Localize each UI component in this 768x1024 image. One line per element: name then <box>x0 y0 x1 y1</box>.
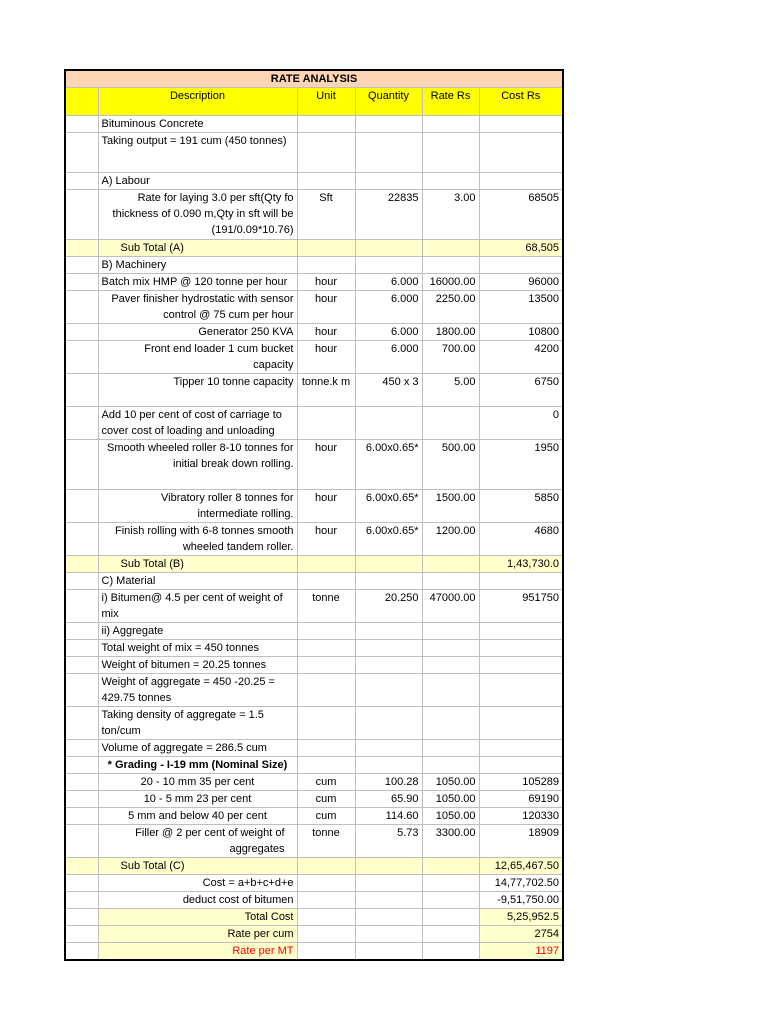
rate-cell <box>422 640 479 657</box>
unit-cell <box>297 926 355 943</box>
table-row <box>65 808 563 825</box>
rate-cell: 500.00 <box>422 440 479 490</box>
description-cell: C) Material <box>98 573 297 590</box>
quantity-cell <box>355 623 422 640</box>
quantity-cell: 5.73 <box>355 825 422 858</box>
description-cell: * Grading - I-19 mm (Nominal Size) <box>98 757 297 774</box>
cost-cell <box>479 707 563 740</box>
rate-analysis-table <box>64 69 564 961</box>
row-blank-cell <box>65 657 98 674</box>
rate-cell: 700.00 <box>422 341 479 374</box>
row-blank-cell <box>65 490 98 523</box>
table-row <box>65 757 563 774</box>
quantity-cell: 100.28 <box>355 774 422 791</box>
quantity-cell: 6.00x0.65* <box>355 523 422 556</box>
description-cell: Filler @ 2 per cent of weight of aggregates <box>98 825 297 858</box>
cost-cell <box>479 674 563 707</box>
row-blank-cell <box>65 523 98 556</box>
unit-cell: hour <box>297 341 355 374</box>
cost-cell: 69190 <box>479 791 563 808</box>
quantity-cell <box>355 674 422 707</box>
cost-cell: 96000 <box>479 274 563 291</box>
row-blank-cell <box>65 875 98 892</box>
description-cell: Sub Total (B) <box>98 556 297 573</box>
description-cell: Rate per cum <box>98 926 297 943</box>
quantity-cell: 114.60 <box>355 808 422 825</box>
row-blank-cell <box>65 640 98 657</box>
cost-cell: 951750 <box>479 590 563 623</box>
rate-cell <box>422 657 479 674</box>
unit-cell <box>297 573 355 590</box>
quantity-cell <box>355 657 422 674</box>
row-blank-cell <box>65 740 98 757</box>
unit-cell: hour <box>297 324 355 341</box>
cost-cell: 68505 <box>479 190 563 240</box>
table-row <box>65 274 563 291</box>
description-cell: Rate per MT <box>98 943 297 961</box>
table-row <box>65 190 563 240</box>
description-cell: 10 - 5 mm 23 per cent <box>98 791 297 808</box>
unit-cell <box>297 240 355 257</box>
row-blank-cell <box>65 808 98 825</box>
unit-cell <box>297 116 355 133</box>
cost-cell <box>479 133 563 173</box>
cost-cell: 14,77,702.50 <box>479 875 563 892</box>
row-blank-cell <box>65 440 98 490</box>
description-cell: 20 - 10 mm 35 per cent <box>98 774 297 791</box>
description-cell: Generator 250 KVA <box>98 324 297 341</box>
cost-cell <box>479 173 563 190</box>
row-blank-cell <box>65 407 98 440</box>
unit-cell <box>297 657 355 674</box>
table-row <box>65 640 563 657</box>
unit-cell <box>297 257 355 274</box>
cost-cell: -9,51,750.00 <box>479 892 563 909</box>
description-cell: Total weight of mix = 450 tonnes <box>98 640 297 657</box>
row-blank-cell <box>65 707 98 740</box>
table-row <box>65 926 563 943</box>
table-row <box>65 257 563 274</box>
rate-cell: 1500.00 <box>422 490 479 523</box>
rate-cell <box>422 740 479 757</box>
quantity-cell <box>355 858 422 875</box>
table-row <box>65 707 563 740</box>
quantity-cell: 6.00x0.65* <box>355 490 422 523</box>
quantity-cell <box>355 556 422 573</box>
row-blank-cell <box>65 324 98 341</box>
description-cell: 5 mm and below 40 per cent <box>98 808 297 825</box>
rate-cell: 3.00 <box>422 190 479 240</box>
cost-cell: 1197 <box>479 943 563 961</box>
quantity-cell <box>355 640 422 657</box>
row-blank-cell <box>65 116 98 133</box>
unit-cell <box>297 623 355 640</box>
quantity-cell <box>355 707 422 740</box>
row-blank-cell <box>65 556 98 573</box>
quantity-cell <box>355 875 422 892</box>
table-row <box>65 674 563 707</box>
unit-cell <box>297 640 355 657</box>
table-row <box>65 440 563 490</box>
unit-cell <box>297 909 355 926</box>
description-cell: Paver finisher hydrostatic with sensor control @ 75 cum per hour <box>98 291 297 324</box>
table-row <box>65 573 563 590</box>
quantity-cell <box>355 943 422 961</box>
description-cell: deduct cost of bitumen <box>98 892 297 909</box>
header-blank <box>65 88 98 116</box>
quantity-cell <box>355 240 422 257</box>
description-cell: Sub Total (A) <box>98 240 297 257</box>
description-cell: Bituminous Concrete <box>98 116 297 133</box>
row-blank-cell <box>65 926 98 943</box>
description-cell: i) Bitumen@ 4.5 per cent of weight of mix <box>98 590 297 623</box>
rate-cell <box>422 623 479 640</box>
description-cell: Rate for laying 3.0 per sft(Qty fo thickness of 0.090 m,Qty in sft will be (191/0.09*10.76) <box>98 190 297 240</box>
cost-cell: 5850 <box>479 490 563 523</box>
cost-cell: 68,505 <box>479 240 563 257</box>
table-row <box>65 173 563 190</box>
rate-cell <box>422 173 479 190</box>
unit-cell: Sft <box>297 190 355 240</box>
cost-cell <box>479 740 563 757</box>
rate-cell <box>422 757 479 774</box>
description-cell: Volume of aggregate = 286.5 cum <box>98 740 297 757</box>
cost-cell: 1,43,730.0 <box>479 556 563 573</box>
table-row <box>65 774 563 791</box>
description-cell: Batch mix HMP @ 120 tonne per hour <box>98 274 297 291</box>
table-row <box>65 291 563 324</box>
row-blank-cell <box>65 133 98 173</box>
rate-cell <box>422 674 479 707</box>
quantity-cell <box>355 173 422 190</box>
cost-cell <box>479 623 563 640</box>
table-row <box>65 374 563 407</box>
table-row <box>65 324 563 341</box>
cost-cell: 12,65,467.50 <box>479 858 563 875</box>
rate-cell <box>422 240 479 257</box>
row-blank-cell <box>65 858 98 875</box>
row-blank-cell <box>65 825 98 858</box>
rate-cell <box>422 858 479 875</box>
quantity-cell <box>355 892 422 909</box>
quantity-cell: 20.250 <box>355 590 422 623</box>
cost-cell: 2754 <box>479 926 563 943</box>
table-row <box>65 791 563 808</box>
header-quantity: Quantity <box>355 88 422 116</box>
unit-cell: cum <box>297 808 355 825</box>
quantity-cell <box>355 116 422 133</box>
rate-cell <box>422 707 479 740</box>
row-blank-cell <box>65 909 98 926</box>
rate-cell: 1200.00 <box>422 523 479 556</box>
header-cost: Cost Rs <box>479 88 563 116</box>
quantity-cell: 22835 <box>355 190 422 240</box>
table-row <box>65 523 563 556</box>
rate-cell: 1050.00 <box>422 808 479 825</box>
row-blank-cell <box>65 757 98 774</box>
rate-cell <box>422 573 479 590</box>
row-blank-cell <box>65 892 98 909</box>
row-blank-cell <box>65 190 98 240</box>
table-row <box>65 556 563 573</box>
rate-cell <box>422 943 479 961</box>
quantity-cell: 6.000 <box>355 341 422 374</box>
row-blank-cell <box>65 774 98 791</box>
unit-cell <box>297 707 355 740</box>
quantity-cell: 6.000 <box>355 324 422 341</box>
row-blank-cell <box>65 791 98 808</box>
cost-cell <box>479 757 563 774</box>
quantity-cell <box>355 257 422 274</box>
table-row <box>65 133 563 173</box>
unit-cell <box>297 740 355 757</box>
unit-cell <box>297 757 355 774</box>
rate-cell <box>422 116 479 133</box>
table-row <box>65 623 563 640</box>
table-row <box>65 116 563 133</box>
cost-cell: 6750 <box>479 374 563 407</box>
quantity-cell <box>355 407 422 440</box>
unit-cell <box>297 875 355 892</box>
unit-cell: hour <box>297 523 355 556</box>
description-cell: Weight of bitumen = 20.25 tonnes <box>98 657 297 674</box>
unit-cell: hour <box>297 440 355 490</box>
table-title: RATE ANALYSIS <box>65 70 563 88</box>
header-rate: Rate Rs <box>422 88 479 116</box>
row-blank-cell <box>65 573 98 590</box>
cost-cell <box>479 257 563 274</box>
unit-cell: hour <box>297 274 355 291</box>
cost-cell: 120330 <box>479 808 563 825</box>
cost-cell: 105289 <box>479 774 563 791</box>
description-cell: Smooth wheeled roller 8-10 tonnes for initial break down rolling. <box>98 440 297 490</box>
cost-cell: 18909 <box>479 825 563 858</box>
rate-cell <box>422 875 479 892</box>
description-cell: ii) Aggregate <box>98 623 297 640</box>
unit-cell: hour <box>297 291 355 324</box>
description-cell: A) Labour <box>98 173 297 190</box>
rate-cell <box>422 556 479 573</box>
quantity-cell <box>355 133 422 173</box>
cost-cell <box>479 573 563 590</box>
table-row <box>65 740 563 757</box>
description-cell: Sub Total (C) <box>98 858 297 875</box>
table-row <box>65 407 563 440</box>
row-blank-cell <box>65 943 98 961</box>
table-row <box>65 943 563 961</box>
quantity-cell <box>355 926 422 943</box>
unit-cell: tonne <box>297 590 355 623</box>
quantity-cell: 6.000 <box>355 274 422 291</box>
description-cell: Weight of aggregate = 450 -20.25 = 429.75 tonnes <box>98 674 297 707</box>
rate-cell: 16000.00 <box>422 274 479 291</box>
rate-cell: 1800.00 <box>422 324 479 341</box>
quantity-cell: 6.00x0.65* <box>355 440 422 490</box>
cost-cell: 1950 <box>479 440 563 490</box>
description-cell: Finish rolling with 6-8 tonnes smooth wheeled tandem roller. <box>98 523 297 556</box>
unit-cell: tonne.k m <box>297 374 355 407</box>
table-row <box>65 825 563 858</box>
rate-cell: 5.00 <box>422 374 479 407</box>
row-blank-cell <box>65 374 98 407</box>
table-row <box>65 590 563 623</box>
cost-cell <box>479 116 563 133</box>
description-cell: Add 10 per cent of cost of carriage to cover cost of loading and unloading <box>98 407 297 440</box>
quantity-cell <box>355 740 422 757</box>
description-cell: B) Machinery <box>98 257 297 274</box>
rate-cell <box>422 257 479 274</box>
description-cell: Total Cost <box>98 909 297 926</box>
rate-cell: 1050.00 <box>422 791 479 808</box>
cost-cell <box>479 657 563 674</box>
description-cell: Taking output = 191 cum (450 tonnes) <box>98 133 297 173</box>
cost-cell: 5,25,952.5 <box>479 909 563 926</box>
table-row <box>65 892 563 909</box>
table-row <box>65 858 563 875</box>
description-cell: Cost = a+b+c+d+e <box>98 875 297 892</box>
header-description: Description <box>98 88 297 116</box>
row-blank-cell <box>65 674 98 707</box>
row-blank-cell <box>65 274 98 291</box>
unit-cell <box>297 407 355 440</box>
unit-cell: tonne <box>297 825 355 858</box>
quantity-cell <box>355 909 422 926</box>
description-cell: Vibratory roller 8 tonnes for intermediate rolling. <box>98 490 297 523</box>
description-cell: Front end loader 1 cum bucket capacity <box>98 341 297 374</box>
row-blank-cell <box>65 590 98 623</box>
rate-cell: 1050.00 <box>422 774 479 791</box>
cost-cell: 13500 <box>479 291 563 324</box>
rate-cell <box>422 892 479 909</box>
rate-cell <box>422 926 479 943</box>
table-row <box>65 240 563 257</box>
table-row <box>65 490 563 523</box>
header-unit: Unit <box>297 88 355 116</box>
quantity-cell <box>355 573 422 590</box>
quantity-cell: 65.90 <box>355 791 422 808</box>
unit-cell: cum <box>297 791 355 808</box>
unit-cell <box>297 133 355 173</box>
rate-cell <box>422 407 479 440</box>
unit-cell <box>297 556 355 573</box>
row-blank-cell <box>65 240 98 257</box>
table-row <box>65 657 563 674</box>
rate-cell: 47000.00 <box>422 590 479 623</box>
cost-cell: 4200 <box>479 341 563 374</box>
table-row <box>65 875 563 892</box>
rate-cell <box>422 133 479 173</box>
table-row <box>65 341 563 374</box>
cost-cell: 4680 <box>479 523 563 556</box>
unit-cell: cum <box>297 774 355 791</box>
unit-cell: hour <box>297 490 355 523</box>
row-blank-cell <box>65 291 98 324</box>
quantity-cell: 450 x 3 <box>355 374 422 407</box>
rate-cell: 2250.00 <box>422 291 479 324</box>
unit-cell <box>297 674 355 707</box>
row-blank-cell <box>65 341 98 374</box>
table-row <box>65 909 563 926</box>
rate-cell: 3300.00 <box>422 825 479 858</box>
row-blank-cell <box>65 257 98 274</box>
row-blank-cell <box>65 623 98 640</box>
description-cell: Tipper 10 tonne capacity <box>98 374 297 407</box>
row-blank-cell <box>65 173 98 190</box>
unit-cell <box>297 943 355 961</box>
cost-cell: 10800 <box>479 324 563 341</box>
unit-cell <box>297 858 355 875</box>
quantity-cell <box>355 757 422 774</box>
cost-cell: 0 <box>479 407 563 440</box>
unit-cell <box>297 892 355 909</box>
description-cell: Taking density of aggregate = 1.5 ton/cum <box>98 707 297 740</box>
rate-cell <box>422 909 479 926</box>
quantity-cell: 6.000 <box>355 291 422 324</box>
cost-cell <box>479 640 563 657</box>
unit-cell <box>297 173 355 190</box>
